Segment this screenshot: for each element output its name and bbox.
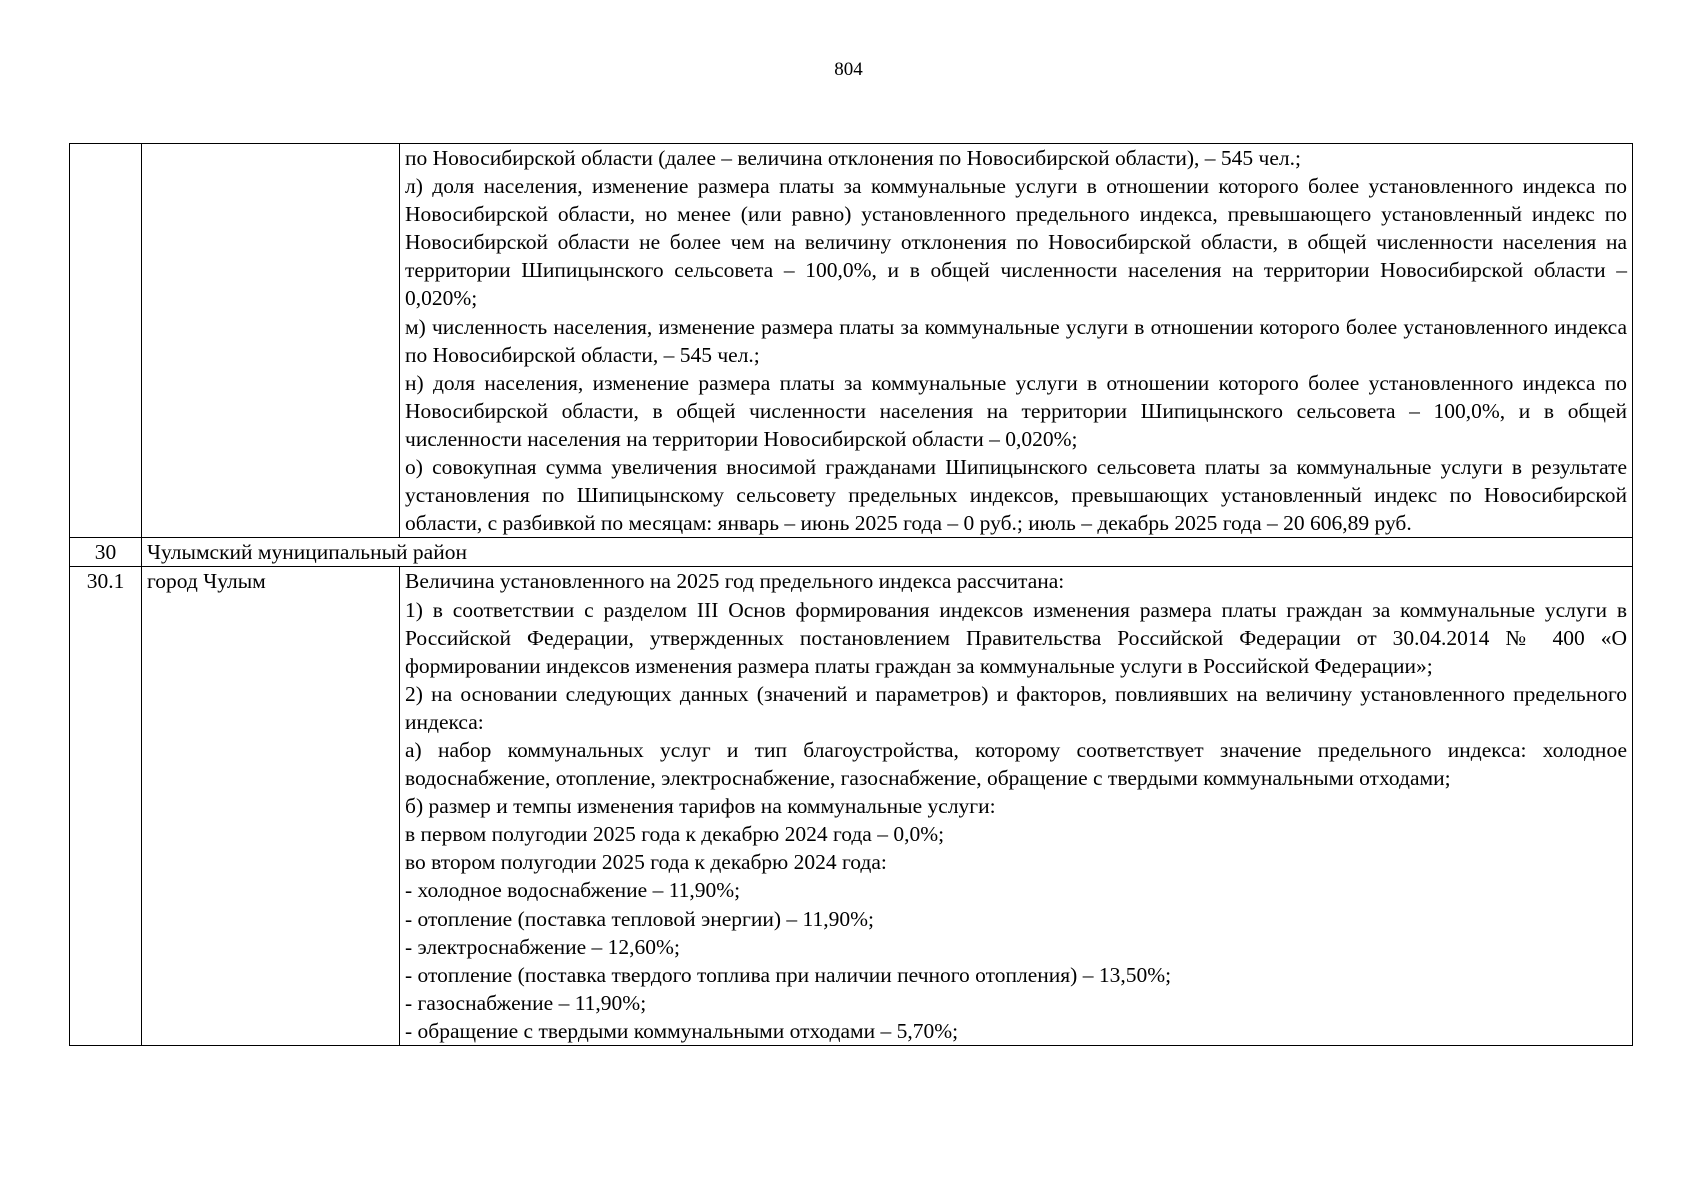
- row-number-cell: 30.1: [70, 567, 142, 1046]
- paragraph: по Новосибирской области (далее – величина отклонения по Новосибирской области), – 545 чел.;: [405, 146, 1301, 170]
- table-row-continuation: [70, 144, 1633, 538]
- paragraph: л) доля населения, изменение размера платы за коммунальные услуги в отношении которого более установленного индекса по Новосибирской области, но менее (или равно) установленного предельного индекса, превышающего установленный индекс по Новосибирской области не более чем на величину отклонения по Новосибирской области, в общей численности населения на территории Шипицынского сельсовета – 100,0%, и в общей численности населения на территории Новосибирской области – 0,020%;: [405, 174, 1627, 311]
- paragraph: б) размер и темпы изменения тарифов на коммунальные услуги:: [405, 794, 996, 819]
- paragraph: м) численность населения, изменение размера платы за коммунальные услуги в отношении которого более установленного индекса по Новосибирской области, – 545 чел.;: [405, 314, 1627, 367]
- paragraph: - газоснабжение – 11,90%;: [405, 990, 647, 1015]
- district-title-cell: Чулымский муниципальный район: [142, 538, 1633, 567]
- paragraph: в первом полугодии 2025 года к декабрю 2024 года – 0,0%;: [405, 822, 945, 847]
- paragraph: н) доля населения, изменение размера платы за коммунальные услуги в отношении которого более установленного индекса по Новосибирской области, в общей численности населения на территории Шипицынского сельсовета – 100,0%, и в общей численности населения на территории Новосибирской области – 0,020%;: [405, 370, 1627, 451]
- row-description-cell: [400, 567, 1633, 1046]
- paragraph: во втором полугодии 2025 года к декабрю 2024 года:: [405, 850, 887, 875]
- row-number-cell: [70, 144, 142, 538]
- row-description-cell: [400, 144, 1633, 538]
- row-number-cell: 30: [70, 538, 142, 567]
- table-row-municipality: [70, 567, 1633, 1046]
- paragraph: Величина установленного на 2025 год предельного индекса рассчитана:: [405, 569, 1065, 594]
- paragraph: - отопление (поставка твердого топлива при наличии печного отопления) – 13,50%;: [405, 962, 1172, 987]
- paragraph: - отопление (поставка тепловой энергии) – 11,90%;: [405, 906, 874, 931]
- paragraph: 1) в соответствии с разделом III Основ формирования индексов изменения размера платы граждан за коммунальные услуги в Российской Федерации, утвержденных постановлением Правительства Российской Федерации от 30.04.2014 № 400 «О формировании индексов изменения размера платы граждан за коммунальные услуги в Российской Федерации»;: [405, 597, 1627, 678]
- paragraph: - обращение с твердыми коммунальными отходами – 5,70%;: [405, 1018, 959, 1043]
- table-row-district: [70, 538, 1633, 567]
- municipality-name-cell: город Чулым: [142, 567, 400, 1046]
- paragraph: 2) на основании следующих данных (значений и параметров) и факторов, повлиявших на величину установленного предельного индекса:: [405, 681, 1627, 734]
- page-number: 804: [834, 59, 863, 80]
- paragraph: - электроснабжение – 12,60%;: [405, 934, 680, 959]
- paragraph: - холодное водоснабжение – 11,90%;: [405, 878, 741, 903]
- row-name-cell: [142, 144, 400, 538]
- document-table: [69, 143, 1633, 1046]
- paragraph: а) набор коммунальных услуг и тип благоустройства, которому соответствует значение предельного индекса: холодное водоснабжение, отопление, электроснабжение, газоснабжение, обращение с твердыми коммунальными отходами;: [405, 737, 1627, 791]
- paragraph: о) совокупная сумма увеличения вносимой гражданами Шипицынского сельсовета платы за коммунальные услуги в результате установления по Шипицынскому сельсовету предельных индексов, превышающих установленный индекс по Новосибирской области, с разбивкой по месяцам: январь – июнь 2025 года – 0 руб.; июль – декабрь 2025 года – 20 606,89 руб.: [405, 455, 1627, 536]
